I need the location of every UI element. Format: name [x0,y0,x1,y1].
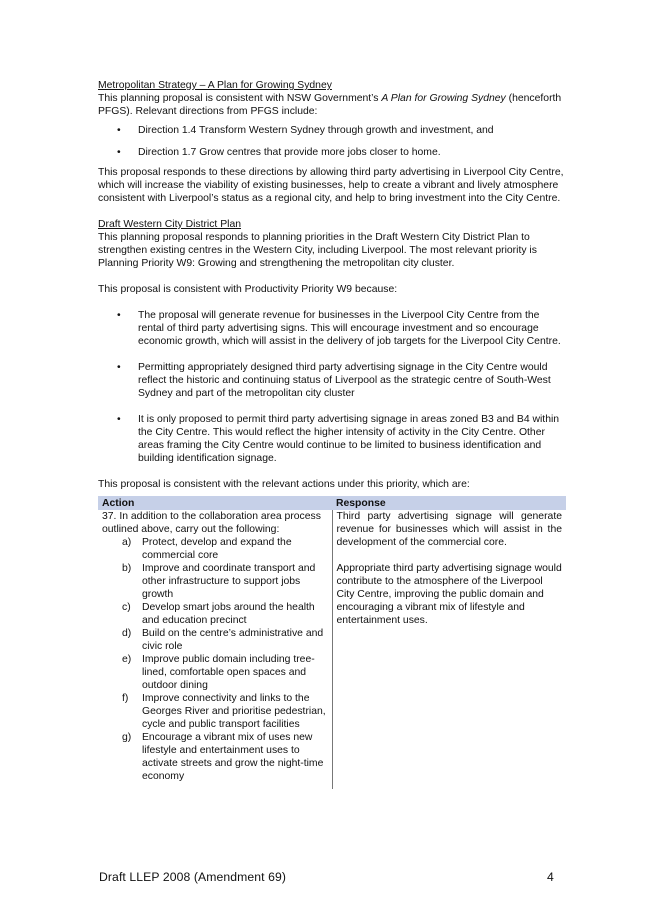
list-item: e) Improve public domain including tree-lined, comfortable open spaces and outdoor dining [122,654,315,691]
response-cell [332,510,566,789]
list-item: f) Improve connectivity and links to the Georges River and prioritise pedestrian, cycle and public transport facilities [122,693,326,730]
header-action: Action [98,496,332,510]
action-intro: 37. In addition to the collaboration area process outlined above, carry out the following: [102,511,321,535]
list-item: c) Develop smart jobs around the health and education precinct [122,602,315,626]
list-item: d) Build on the centre’s administrative and civic role [122,628,324,652]
footer-document-title: Draft LLEP 2008 (Amendment 69) [99,870,287,884]
list-item: • The proposal will generate revenue for businesses in the Liverpool City Centre from the rental of third party advertising signs. This will encourage investment and so encourage economic growth, which will assist in the delivery of job targets for the Liverpool City Centre. [117,310,561,347]
actions-table [98,496,566,789]
response-paragraph-1: Third party advertising signage will generate revenue for businesses which will assist in the development of the commercial core. [336,511,562,548]
heading-draft-western-city-district-plan: Draft Western City District Plan [98,219,241,230]
pfgs-directions-list [98,124,566,159]
productivity-priority-intro: This proposal is consistent with Productivity Priority W9 because: [98,284,398,295]
action-items-list [102,536,328,783]
bullet-icon: • [117,310,121,321]
bullet-icon: • [117,147,121,158]
list-item: • Permitting appropriately designed third party advertising signage in the City Centre would reflect the historic and continuing status of Liverpool as the strategic centre of South-West Sydney and part of the metropolitan city cluster [117,362,551,399]
list-item: g) Encourage a vibrant mix of uses new lifestyle and entertainment uses to activate streets and grow the night-time economy [122,732,324,782]
pfgs-title: A Plan for Growing Sydney [381,93,506,104]
footer-page-number: 4 [547,870,554,884]
bullet-icon: • [117,362,121,373]
table-row [98,510,566,789]
document-body [98,79,566,789]
district-plan-paragraph: This planning proposal responds to planning priorities in the Draft Western City District Plan to strengthen existing centres in the Western City, including Liverpool. The most relevant priority is Planning Priority W9: Growing and strengthening the metropolitan city cluster. [98,232,537,269]
productivity-reasons-list [98,309,566,465]
heading-metropolitan-strategy: Metropolitan Strategy – A Plan for Growing Sydney [98,80,332,91]
list-item: • Direction 1.4 Transform Western Sydney through growth and investment, and [117,125,494,136]
list-item: a) Protect, develop and expand the commercial core [122,537,292,561]
list-item: • Direction 1.7 Grow centres that provide more jobs closer to home. [117,147,441,158]
action-cell [98,510,332,789]
bullet-icon: • [117,125,121,136]
relevant-actions-intro: This proposal is consistent with the relevant actions under this priority, which are: [98,479,470,490]
bullet-icon: • [117,414,121,425]
pfgs-intro: This planning proposal is consistent with NSW Government’s A Plan for Growing Sydney (henceforth PFGS). Relevant directions from PFGS include: [98,93,562,117]
table-header-row [98,496,566,510]
header-response: Response [332,496,566,510]
list-item: b) Improve and coordinate transport and other infrastructure to support jobs growth [122,563,316,600]
pfgs-response-paragraph: This proposal responds to these directions by allowing third party advertising in Liverpool City Centre, which will increase the viability of existing businesses, help to create a vibrant and lively atmosphere consistent with Liverpool’s status as a regional city, and help to bring investment into the City Centre. [98,167,564,204]
list-item: • It is only proposed to permit third party advertising signage in areas zoned B3 and B4 within the City Centre. This would reflect the higher intensity of activity in the City Centre. Other areas framing the City Centre would continue to be limited to business identification and building identification signage. [117,414,560,464]
response-paragraph-2: Appropriate third party advertising signage would contribute to the atmosphere of the Liverpool City Centre, improving the public domain and encouraging a vibrant mix of lifestyle and entertainment uses. [336,563,562,626]
